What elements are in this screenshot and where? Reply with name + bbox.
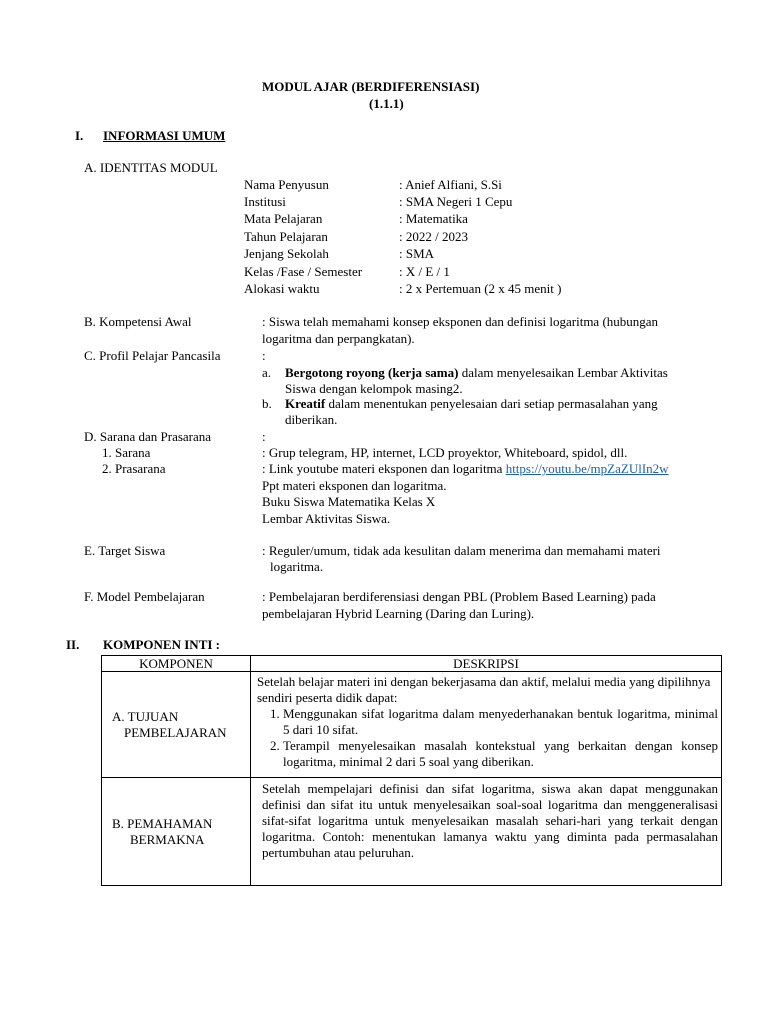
table-row bbox=[102, 672, 722, 778]
identitas-label: Tahun Pelajaran bbox=[244, 229, 328, 244]
komponen-label: B. PEMAHAMAN bbox=[112, 815, 213, 831]
profil-colon: : bbox=[262, 348, 266, 363]
profil-item-bold: Kreatif bbox=[285, 396, 326, 411]
model-text: pembelajaran Hybrid Learning (Daring dan Luring). bbox=[262, 606, 535, 621]
identitas-value: : Anief Alfiani, S.Si bbox=[399, 177, 502, 192]
komponen-label: BERMAKNA bbox=[130, 831, 205, 847]
sarana-colon: : bbox=[262, 429, 266, 444]
identitas-label: Institusi bbox=[244, 194, 286, 209]
model-label: F. Model Pembelajaran bbox=[84, 589, 205, 604]
document-title: MODUL AJAR (BERDIFERENSIASI) bbox=[262, 79, 480, 94]
prasarana-label: 2. Prasarana bbox=[102, 461, 166, 476]
identitas-label: Jenjang Sekolah bbox=[244, 246, 329, 261]
list-item: 2. Terampil menyelesaikan masalah kontekstual yang berkaitan dengan konsep logaritma, minimal 2 dari 5 soal yang diberikan. bbox=[283, 738, 718, 770]
table-header-cell: KOMPONEN bbox=[102, 656, 251, 672]
kompetensi-label: B. Kompetensi Awal bbox=[84, 314, 192, 329]
table-row bbox=[102, 778, 722, 886]
prasarana-item: Buku Siswa Matematika Kelas X bbox=[262, 494, 436, 509]
profil-item bbox=[285, 396, 658, 412]
profil-label: C. Profil Pelajar Pancasila bbox=[84, 348, 221, 363]
komponen-table bbox=[101, 655, 722, 886]
target-label: E. Target Siswa bbox=[84, 543, 166, 558]
profil-item-bold: Bergotong royong (kerja sama) bbox=[285, 365, 459, 380]
model-text: : Pembelajaran berdiferensiasi dengan PBL (Problem Based Learning) pada bbox=[262, 589, 656, 604]
list-item: 1. Menggunakan sifat logaritma dalam menyederhanakan bentuk logaritma, minimal 5 dari 10 sifat. bbox=[283, 706, 718, 738]
identitas-label: Nama Penyusun bbox=[244, 177, 329, 192]
deskripsi-intro: Setelah belajar materi ini dengan bekerjasama dan aktif, melalui media yang dipilihnya sendiri peserta didik dapat: bbox=[257, 674, 711, 705]
section-title: INFORMASI UMUM bbox=[103, 128, 226, 143]
section-number: I. bbox=[75, 128, 84, 143]
identitas-label: Alokasi waktu bbox=[244, 281, 320, 296]
profil-item-text: dalam menyelesaikan Lembar Aktivitas bbox=[458, 365, 668, 380]
youtube-link[interactable]: https://youtu.be/mpZaZUlIn2w bbox=[505, 461, 669, 476]
document-code: (1.1.1) bbox=[369, 96, 404, 111]
identitas-value: : SMA bbox=[399, 246, 435, 261]
profil-item bbox=[285, 365, 668, 381]
prasarana-value bbox=[262, 461, 728, 477]
kompetensi-text: logaritma dan perpangkatan). bbox=[262, 331, 415, 346]
sarana-sub-label: 1. Sarana bbox=[102, 445, 151, 460]
prasarana-item: Ppt materi eksponen dan logaritma. bbox=[262, 478, 447, 493]
identitas-value: : 2 x Pertemuan (2 x 45 menit ) bbox=[399, 281, 562, 296]
target-text: logaritma. bbox=[270, 559, 324, 574]
komponen-cell bbox=[102, 672, 251, 778]
section-title: KOMPONEN INTI : bbox=[103, 637, 220, 652]
sarana-label: D. Sarana dan Prasarana bbox=[84, 429, 212, 444]
profil-item-text: Siswa dengan kelompok masing2. bbox=[285, 381, 463, 396]
komponen-label: PEMBELAJARAN bbox=[124, 724, 227, 740]
deskripsi-cell bbox=[251, 672, 722, 778]
identitas-value: : X / E / 1 bbox=[399, 264, 450, 279]
profil-item-text: diberikan. bbox=[285, 412, 338, 427]
section-number: II. bbox=[66, 637, 80, 652]
identitas-heading: A. IDENTITAS MODUL bbox=[84, 160, 218, 175]
profil-item-text: dalam menentukan penyelesaian dari setiap permasalahan yang bbox=[325, 396, 658, 411]
identitas-label: Kelas /Fase / Semester bbox=[244, 264, 363, 279]
deskripsi-cell bbox=[251, 778, 722, 886]
tujuan-list bbox=[257, 706, 718, 770]
komponen-label: A. TUJUAN bbox=[112, 708, 179, 724]
pemahaman-text: Setelah mempelajari definisi dan sifat logaritma, siswa akan dapat menggunakan definisi dan sifat itu untuk menyelesaikan soal-soal logaritma dan menggeneralisasi sifat-sifat logaritma untuk menyelesaikan masalah sehari-hari yang terkait dengan logaritma. Contoh: menentukan lamanya waktu yang diminta pada permasalahan pertumbuhan atau peluruhan. bbox=[262, 781, 718, 860]
sarana-value: : Grup telegram, HP, internet, LCD proyektor, Whiteboard, spidol, dll. bbox=[262, 445, 628, 460]
list-marker: a. bbox=[262, 365, 272, 380]
prasarana-text: : Link youtube materi eksponen dan logaritma bbox=[262, 461, 506, 476]
table-header-cell: DESKRIPSI bbox=[251, 656, 722, 672]
identitas-value: : 2022 / 2023 bbox=[399, 229, 468, 244]
identitas-value: : SMA Negeri 1 Cepu bbox=[399, 194, 513, 209]
identitas-label: Mata Pelajaran bbox=[244, 211, 323, 226]
target-text: : Reguler/umum, tidak ada kesulitan dalam menerima dan memahami materi bbox=[262, 543, 661, 558]
identitas-value: : Matematika bbox=[399, 211, 468, 226]
table-header-row bbox=[102, 656, 722, 672]
kompetensi-text: : Siswa telah memahami konsep eksponen dan definisi logaritma (hubungan bbox=[262, 314, 659, 329]
komponen-cell bbox=[102, 778, 251, 886]
prasarana-item: Lembar Aktivitas Siswa. bbox=[262, 511, 391, 526]
list-marker: b. bbox=[262, 396, 272, 411]
